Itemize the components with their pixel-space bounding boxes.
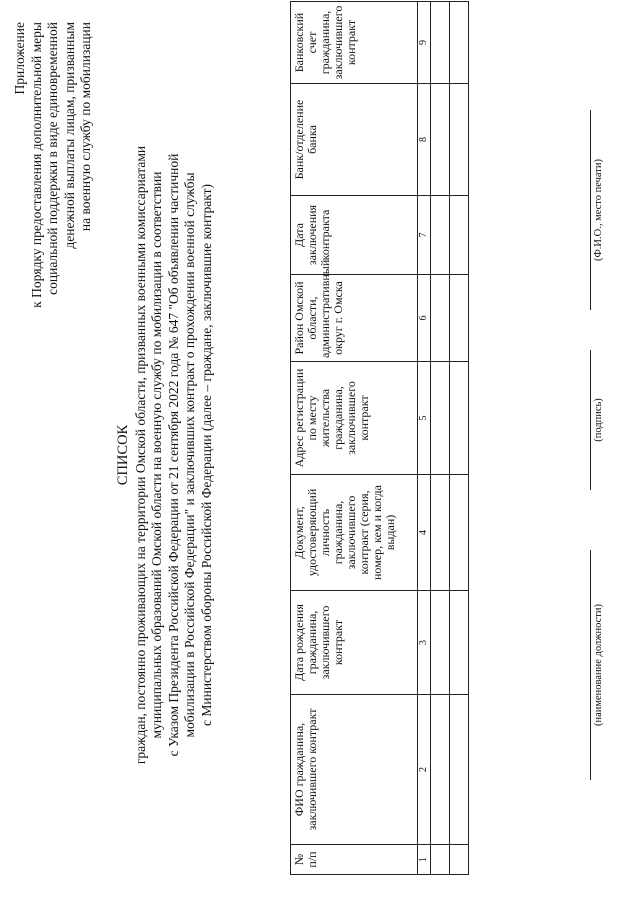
citizens-table bbox=[290, 2, 469, 875]
table-cell bbox=[431, 475, 450, 591]
table-cell bbox=[450, 591, 469, 695]
table-row bbox=[431, 2, 450, 875]
title-line: муниципальных образований Омской области на военную службу по мобилизации в соответствии bbox=[149, 171, 164, 739]
table-cell bbox=[431, 845, 450, 875]
column-header: Район Омской области, административный округ г. Омска bbox=[291, 275, 418, 362]
appendix-line: социальной поддержки в виде единовременной bbox=[45, 22, 60, 295]
title-line: мобилизации в Российской Федерации" и заключивших контракт о прохождении военной службы bbox=[182, 172, 197, 738]
signature-line bbox=[590, 350, 591, 490]
column-header: Банк/отделение банка bbox=[291, 84, 418, 196]
name-caption: (Ф.И.О., место печати) bbox=[593, 158, 604, 262]
table-row bbox=[450, 2, 469, 875]
appendix-note bbox=[12, 22, 95, 352]
appendix-line: к Порядку предоставления дополнительной меры bbox=[28, 22, 44, 308]
column-number: 6 bbox=[418, 275, 431, 362]
position-field bbox=[590, 550, 604, 780]
table-cell bbox=[450, 475, 469, 591]
name-line bbox=[590, 110, 591, 310]
title-line: с Министерством обороны Российской Федерации (далее – граждане, заключившие контракт) bbox=[198, 184, 214, 726]
table-cell bbox=[450, 362, 469, 475]
column-header: Адрес регистрации по месту жительства гражданина, заключившего контракт bbox=[291, 362, 418, 475]
column-header: ФИО гражданина, заключившего контракт bbox=[291, 695, 418, 845]
name-field bbox=[590, 110, 604, 310]
column-header: Дата заключения контракта bbox=[291, 196, 418, 275]
column-number: 9 bbox=[418, 2, 431, 84]
column-number: 4 bbox=[418, 475, 431, 591]
table-cell bbox=[431, 275, 450, 362]
document-title bbox=[115, 110, 215, 800]
signature-field bbox=[590, 350, 604, 490]
table-cell bbox=[450, 84, 469, 196]
table-header-row bbox=[291, 2, 418, 875]
appendix-line: денежной выплаты лицам, призванным bbox=[61, 22, 77, 249]
table-cell bbox=[431, 591, 450, 695]
table-cell bbox=[431, 84, 450, 196]
table-cell bbox=[431, 362, 450, 475]
title-heading: СПИСОК bbox=[115, 424, 131, 486]
position-line bbox=[590, 550, 591, 780]
table-cell bbox=[431, 2, 450, 84]
position-caption: (наименование должности) bbox=[593, 603, 604, 727]
table-cell bbox=[450, 2, 469, 84]
table-cell bbox=[450, 196, 469, 275]
table-cell bbox=[431, 196, 450, 275]
table-cell bbox=[450, 695, 469, 845]
column-number: 5 bbox=[418, 362, 431, 475]
title-line: с Указом Президента Российской Федерации от 21 сентября 2022 года № 647 "Об объявлении частичной bbox=[165, 153, 181, 757]
table-cell bbox=[450, 845, 469, 875]
column-number: 1 bbox=[418, 845, 431, 875]
column-number: 7 bbox=[418, 196, 431, 275]
column-header: Банковский счет гражданина, заключившего контракт bbox=[291, 2, 418, 84]
appendix-line: Приложение bbox=[12, 22, 27, 95]
column-number: 3 bbox=[418, 591, 431, 695]
column-number: 2 bbox=[418, 695, 431, 845]
appendix-line: на военную службу по мобилизации bbox=[78, 22, 93, 232]
column-header: Дата рождения гражданина, заключившего контракт bbox=[291, 591, 418, 695]
column-header: Документ, удостоверяющий личность гражданина, заключившего контракт (серия, номер, кем и когда выдан) bbox=[291, 475, 418, 591]
column-number-row bbox=[418, 2, 431, 875]
title-line: граждан, постоянно проживающих на территории Омской области, призванных военными комиссариатами bbox=[132, 145, 148, 765]
table-cell bbox=[450, 275, 469, 362]
column-number: 8 bbox=[418, 84, 431, 196]
signature-caption: (подпись) bbox=[593, 398, 604, 442]
table-cell bbox=[431, 695, 450, 845]
column-header: № п/п bbox=[291, 845, 418, 875]
signature-block bbox=[590, 60, 630, 780]
